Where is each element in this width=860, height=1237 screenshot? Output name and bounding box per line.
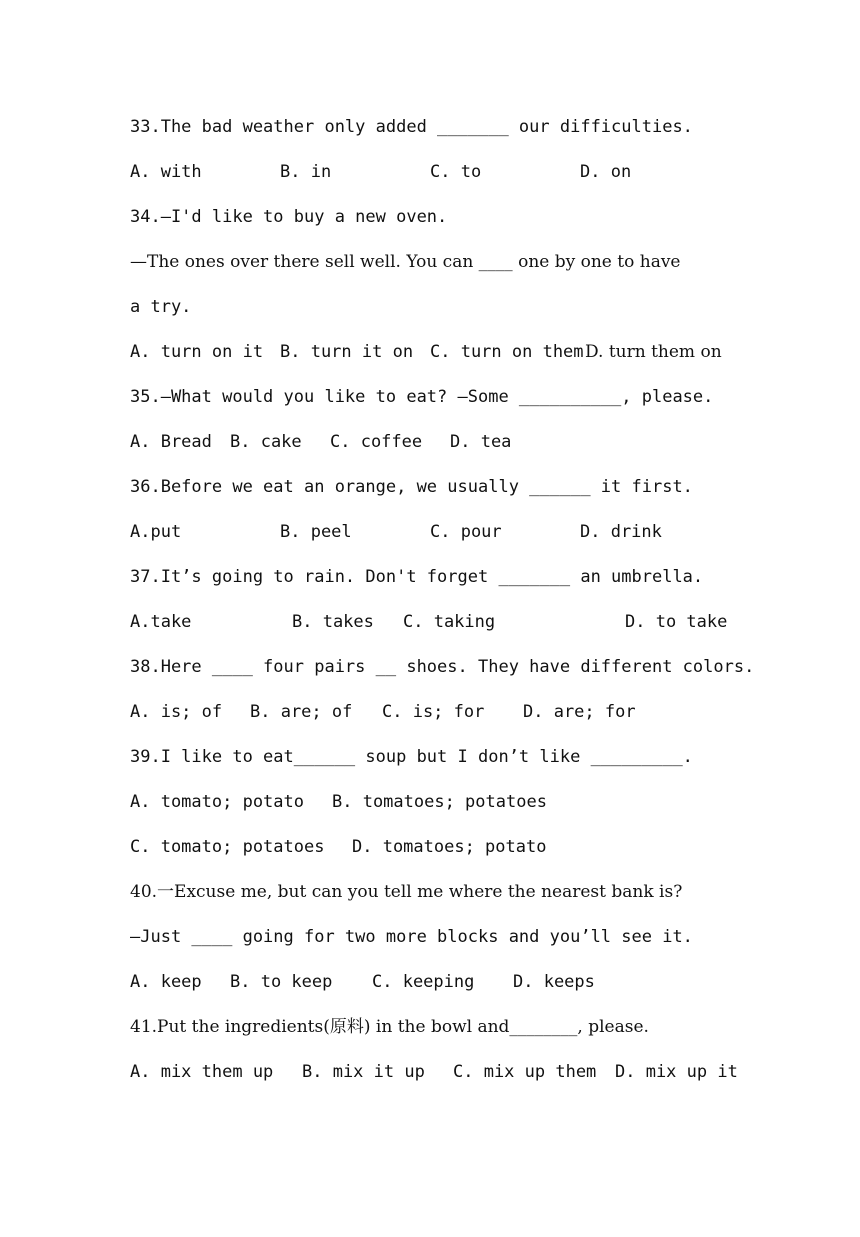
option-d: D. turn them on <box>585 342 722 362</box>
option-a: A. mix them up <box>130 1062 274 1082</box>
question-34-stem: 34.—I'd like to buy a new oven. <box>130 207 448 227</box>
option-d: D. mix up it <box>615 1062 738 1082</box>
question-39-stem: 39.I like to eat______ soup but I don’t like _________. <box>130 747 693 767</box>
question-41-stem-after: ) in the bowl and________, please. <box>363 1017 649 1037</box>
option-c: C. taking <box>403 612 496 632</box>
question-39-options-row2 <box>130 832 740 862</box>
option-a: A. Bread <box>130 432 212 452</box>
option-c: C. coffee <box>330 432 423 452</box>
option-d: D. tomatoes; potato <box>352 837 547 857</box>
question-37-options <box>130 607 740 637</box>
option-b: B. to keep <box>230 972 333 992</box>
option-a: A.put <box>130 522 182 542</box>
question-34-options <box>130 337 740 367</box>
option-a: A.take <box>130 612 192 632</box>
question-36-stem: 36.Before we eat an orange, we usually ______ it first. <box>130 477 693 497</box>
option-b: B. takes <box>292 612 374 632</box>
option-c: C. to <box>430 162 482 182</box>
question-38-options <box>130 697 740 727</box>
question-40-stem: 40.一Excuse me, but can you tell me where the nearest bank is? <box>130 882 683 902</box>
question-35-options <box>130 427 740 457</box>
option-b: B. turn it on <box>280 342 414 362</box>
option-b: B. in <box>280 162 332 182</box>
question-34-dialog-line: —The ones over there sell well. You can ____ one by one to have <box>130 252 681 272</box>
option-a: A. is; of <box>130 702 223 722</box>
question-37-stem: 37.It’s going to rain. Don't forget _______ an umbrella. <box>130 567 704 587</box>
option-c: C. pour <box>430 522 502 542</box>
option-d: D. drink <box>580 522 662 542</box>
option-c: C. tomato; potatoes <box>130 837 325 857</box>
question-38-stem <box>130 652 755 682</box>
option-c: C. keeping <box>372 972 475 992</box>
question-35-stem: 35.—What would you like to eat? —Some __________, please. <box>130 387 714 407</box>
question-41-options <box>130 1057 740 1087</box>
question-40-options <box>130 967 740 997</box>
question-34-dialog-cont: a try. <box>130 297 192 317</box>
option-d: D. to take <box>625 612 728 632</box>
option-b: B. tomatoes; potatoes <box>332 792 547 812</box>
option-b: B. cake <box>230 432 302 452</box>
question-38-stem-text: 38.Here ____ four pairs __ shoes. They have different colors. <box>130 657 755 677</box>
option-a: A. keep <box>130 972 202 992</box>
question-41-stem-before: 41.Put the ingredients( <box>130 1017 330 1037</box>
option-d: D. tea <box>450 432 512 452</box>
option-b: B. are; of <box>250 702 353 722</box>
question-33-stem: 33.The bad weather only added _______ our difficulties. <box>130 117 693 137</box>
question-36-options <box>130 517 740 547</box>
option-c: C. turn on them <box>430 342 584 362</box>
question-41-stem <box>130 1012 740 1042</box>
option-a: A. tomato; potato <box>130 792 304 812</box>
option-d: D. keeps <box>513 972 595 992</box>
option-d: D. on <box>580 162 632 182</box>
option-a: A. with <box>130 162 202 182</box>
question-40-dialog-line: —Just ____ going for two more blocks and you’ll see it. <box>130 927 693 947</box>
option-b: B. mix it up <box>302 1062 425 1082</box>
option-a: A. turn on it <box>130 342 264 362</box>
option-c: C. mix up them <box>453 1062 597 1082</box>
option-c: C. is; for <box>382 702 485 722</box>
option-d: D. are; for <box>523 702 636 722</box>
question-33-options <box>130 157 740 187</box>
question-41-stem-chinese: 原料 <box>329 1017 364 1037</box>
question-39-options-row1 <box>130 787 740 817</box>
option-b: B. peel <box>280 522 352 542</box>
